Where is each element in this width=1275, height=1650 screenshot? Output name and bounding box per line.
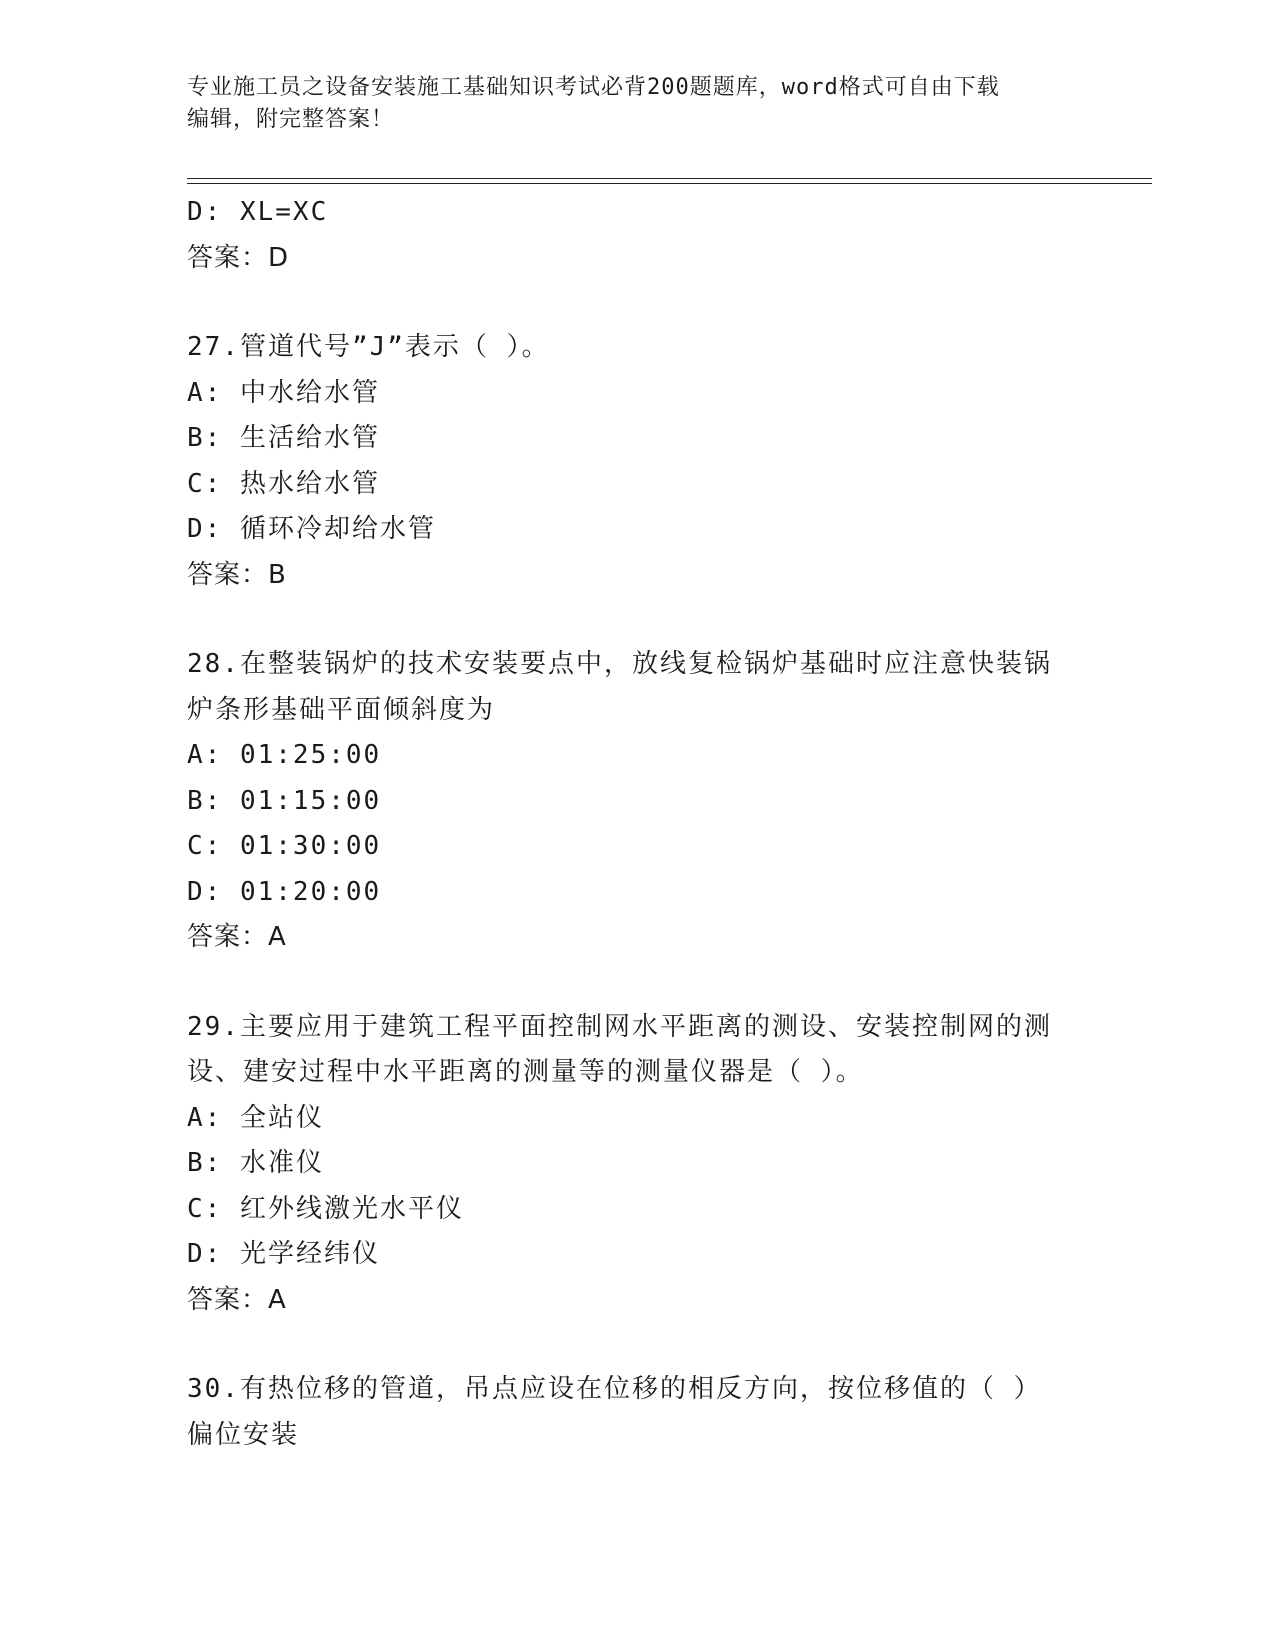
spacer [187,961,1087,1005]
answer-line: 答案：A [187,1284,287,1315]
header-divider-bottom [187,183,1152,184]
header-line-1: 专业施工员之设备安装施工基础知识考试必背200题题库，word格式可自由下载 [187,75,1000,100]
option-a: A: 中水给水管 [187,377,380,408]
spacer [187,281,1087,325]
header-divider-top [187,178,1152,179]
question-stem-line-1: 28.在整装锅炉的技术安装要点中，放线复检锅炉基础时应注意快装锅 [187,649,1052,679]
option-b: B: 生活给水管 [187,423,380,453]
option-b: B: 01:15:00 [187,785,382,816]
question-29 [187,1005,1087,1324]
option-d: D: XL=XC [187,197,329,227]
option-d: D: 循环冷却给水管 [187,514,436,544]
option-c: C: 红外线激光水平仪 [187,1193,464,1224]
question-30 [187,1367,1087,1458]
option-d: D: 光学经纬仪 [187,1239,380,1269]
spacer [187,598,1087,642]
question-stem-line-2: 炉条形基础平面倾斜度为 [187,694,496,725]
question-27 [187,325,1087,598]
question-stem-line-2: 偏位安装 [187,1419,300,1450]
answer-line: 答案：A [187,922,287,952]
header-line-2: 编辑，附完整答案！ [187,107,395,132]
option-a: A: 全站仪 [187,1102,324,1133]
question-28 [187,642,1087,961]
option-c: C: 01:30:00 [187,831,382,861]
option-a: A: 01:25:00 [187,740,382,770]
question-list [187,190,1087,1458]
option-d: D: 01:20:00 [187,876,382,907]
question-stem-line-1: 29.主要应用于建筑工程平面控制网水平距离的测设、安装控制网的测 [187,1011,1052,1042]
answer-line: 答案：B [187,559,287,590]
option-c: C: 热水给水管 [187,468,380,499]
option-b: B: 水准仪 [187,1148,324,1178]
spacer [187,1323,1087,1367]
answer-line: 答案：D [187,242,290,273]
question-stem-line-1: 30.有热位移的管道，吊点应设在位移的相反方向，按位移值的（ ） [187,1374,1042,1404]
question-stem: 27.管道代号”J”表示（ ）。 [187,332,550,362]
question-stem-line-2: 设、建安过程中水平距离的测量等的测量仪器是（ ）。 [187,1057,864,1087]
document-header [187,72,1087,136]
